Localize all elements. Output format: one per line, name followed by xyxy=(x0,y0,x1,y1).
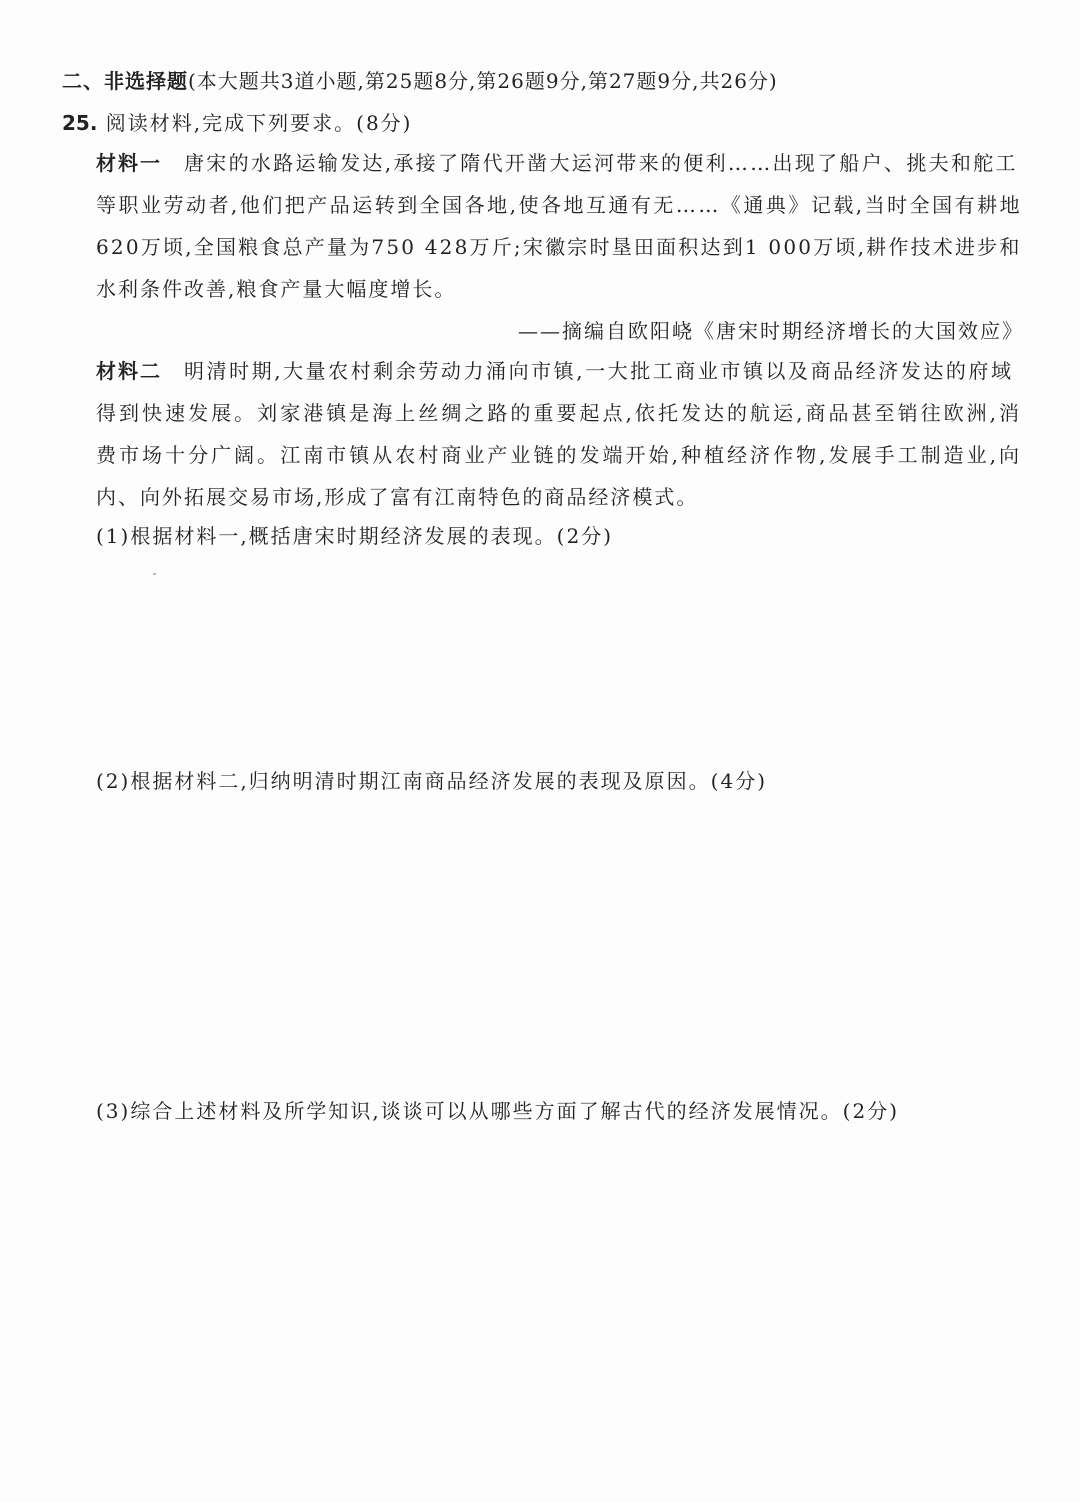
subquestion-1: (1)根据材料一,概括唐宋时期经济发展的表现。(2分) xyxy=(96,524,614,548)
material-1-line-1 xyxy=(96,148,1018,178)
material-1-source: ——摘编自欧阳峣《唐宋时期经济增长的大国效应》 xyxy=(518,319,1024,343)
section-note: (本大题共3道小题,第25题8分,第26题9分,第27题9分,共26分) xyxy=(188,69,778,93)
material-1-line-3: 620万顷,全国粮食总产量为750 428万斤;宋徽宗时垦田面积达到1 000万顷,耕作技术进步和 xyxy=(96,235,1022,259)
question-number: 25. xyxy=(62,111,98,135)
material-2-label: 材料二 xyxy=(96,359,162,383)
material-1-label: 材料一 xyxy=(96,151,162,175)
subquestion-2: (2)根据材料二,归纳明清时期江南商品经济发展的表现及原因。(4分) xyxy=(96,769,768,793)
material-2-line-2: 得到快速发展。刘家港镇是海上丝绸之路的重要起点,依托发达的航运,商品甚至销往欧洲,消 xyxy=(96,401,1023,425)
scan-speck xyxy=(153,573,156,575)
material-1-line-2: 等职业劳动者,他们把产品运转到全国各地,使各地互通有无……《通典》记载,当时全国有耕地 xyxy=(96,193,1023,217)
material-1-text: 唐宋的水路运输发达,承接了隋代开凿大运河带来的便利……出现了船户、挑夫和舵工 xyxy=(184,151,1018,175)
material-2-line-4: 内、向外拓展交易市场,形成了富有江南特色的商品经济模式。 xyxy=(96,485,699,509)
material-2-line-1 xyxy=(96,356,1014,386)
material-2-line-3: 费市场十分广阔。江南市镇从农村商业产业链的发端开始,种植经济作物,发展手工制造业,向 xyxy=(96,443,1023,467)
material-1-line-4: 水利条件改善,粮食产量大幅度增长。 xyxy=(96,277,457,301)
section-header xyxy=(62,66,778,96)
question-25-header xyxy=(62,108,412,138)
section-title: 二、非选择题 xyxy=(62,69,188,93)
subquestion-3: (3)综合上述材料及所学知识,谈谈可以从哪些方面了解古代的经济发展情况。(2分) xyxy=(96,1099,900,1123)
question-prompt: 阅读材料,完成下列要求。(8分) xyxy=(105,111,413,135)
material-2-text: 明清时期,大量农村剩余劳动力涌向市镇,一大批工商业市镇以及商品经济发达的府域 xyxy=(184,359,1014,383)
